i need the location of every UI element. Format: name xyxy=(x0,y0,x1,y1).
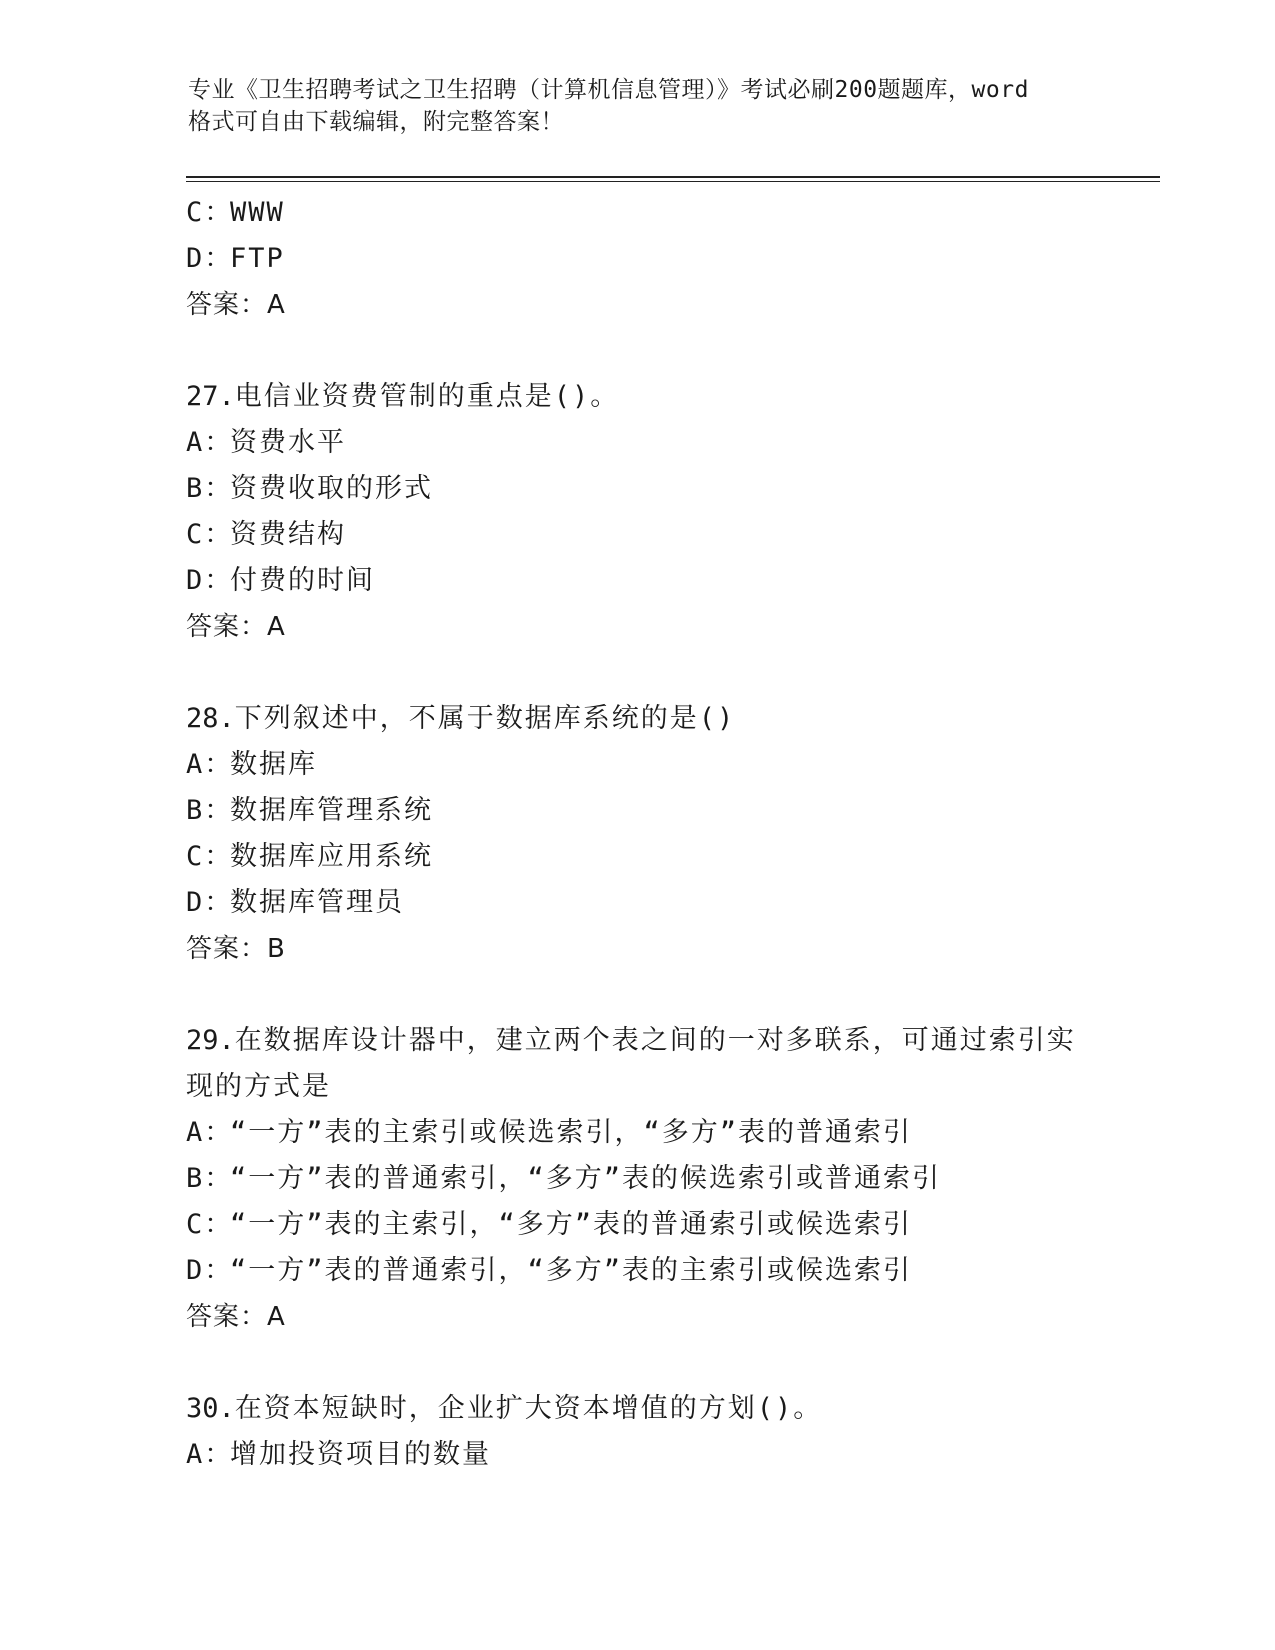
header-divider-thick xyxy=(186,176,1160,178)
option-letter: C： xyxy=(186,519,234,550)
option-text: 数据库管理系统 xyxy=(230,795,433,826)
option-d xyxy=(186,1248,1146,1294)
header-divider-thin xyxy=(186,181,1160,182)
option-d xyxy=(186,558,1146,604)
option-letter: D： xyxy=(186,243,234,274)
option-letter: B： xyxy=(186,1163,234,1194)
option-text: 资费结构 xyxy=(230,519,346,550)
header-line-1: 专业《卫生招聘考试之卫生招聘（计算机信息管理）》考试必刷200题题库，word xyxy=(188,77,1029,103)
option-letter: B： xyxy=(186,473,234,504)
option-letter: C： xyxy=(186,841,234,872)
option-b xyxy=(186,466,1146,512)
question-number: 29. xyxy=(186,1025,235,1056)
option-text: 数据库管理员 xyxy=(230,887,404,918)
question-number: 30. xyxy=(186,1393,235,1424)
option-c xyxy=(186,190,1146,236)
answer-line: 答案：A xyxy=(186,612,286,642)
option-d xyxy=(186,236,1146,282)
document-header xyxy=(188,74,1088,138)
option-text: “一方”表的普通索引，“多方”表的主索引或候选索引 xyxy=(230,1255,913,1286)
option-letter: A： xyxy=(186,1439,234,1470)
option-letter: D： xyxy=(186,887,234,918)
option-text: 资费水平 xyxy=(230,427,346,458)
option-text: FTP xyxy=(230,243,285,274)
option-letter: D： xyxy=(186,565,234,596)
option-letter: B： xyxy=(186,795,234,826)
option-text: 付费的时间 xyxy=(230,565,375,596)
question-number: 27. xyxy=(186,381,235,412)
option-a xyxy=(186,742,1146,788)
option-text: 数据库 xyxy=(230,749,317,780)
option-text: 增加投资项目的数量 xyxy=(230,1439,491,1470)
option-text: “一方”表的主索引或候选索引，“多方”表的普通索引 xyxy=(230,1117,913,1148)
option-text: 数据库应用系统 xyxy=(230,841,433,872)
option-c xyxy=(186,512,1146,558)
question-text: 在资本短缺时，企业扩大资本增值的方划()。 xyxy=(234,1393,823,1424)
option-letter: A： xyxy=(186,1117,234,1148)
option-c xyxy=(186,1202,1146,1248)
option-text: 资费收取的形式 xyxy=(230,473,433,504)
header-line-2: 格式可自由下载编辑，附完整答案！ xyxy=(188,109,564,135)
option-a xyxy=(186,420,1146,466)
option-text: WWW xyxy=(230,197,285,228)
option-letter: C： xyxy=(186,1209,234,1240)
answer-line: 答案：A xyxy=(186,290,286,320)
option-letter: D： xyxy=(186,1255,234,1286)
spacer xyxy=(186,650,1146,696)
option-a xyxy=(186,1432,1146,1478)
spacer xyxy=(186,1340,1146,1386)
spacer xyxy=(186,972,1146,1018)
spacer xyxy=(186,328,1146,374)
option-b xyxy=(186,788,1146,834)
option-b xyxy=(186,1156,1146,1202)
option-text: “一方”表的普通索引，“多方”表的候选索引或普通索引 xyxy=(230,1163,942,1194)
option-letter: A： xyxy=(186,427,234,458)
question-text: 在数据库设计器中，建立两个表之间的一对多联系，可通过索引实 xyxy=(234,1025,1076,1056)
question-list xyxy=(186,190,1146,1478)
question-number: 28. xyxy=(186,703,235,734)
question-text: 电信业资费管制的重点是()。 xyxy=(234,381,620,412)
question-stem xyxy=(186,374,1146,420)
question-stem xyxy=(186,696,1146,742)
option-letter: A： xyxy=(186,749,234,780)
option-d xyxy=(186,880,1146,926)
question-stem xyxy=(186,1386,1146,1432)
answer-line: 答案：A xyxy=(186,1302,286,1332)
option-letter: C： xyxy=(186,197,234,228)
option-text: “一方”表的主索引，“多方”表的普通索引或候选索引 xyxy=(230,1209,913,1240)
option-c xyxy=(186,834,1146,880)
option-a xyxy=(186,1110,1146,1156)
question-stem-continued: 现的方式是 xyxy=(186,1071,331,1102)
question-text: 下列叙述中，不属于数据库系统的是() xyxy=(234,703,736,734)
question-stem xyxy=(186,1018,1146,1064)
answer-line: 答案：B xyxy=(186,934,286,964)
